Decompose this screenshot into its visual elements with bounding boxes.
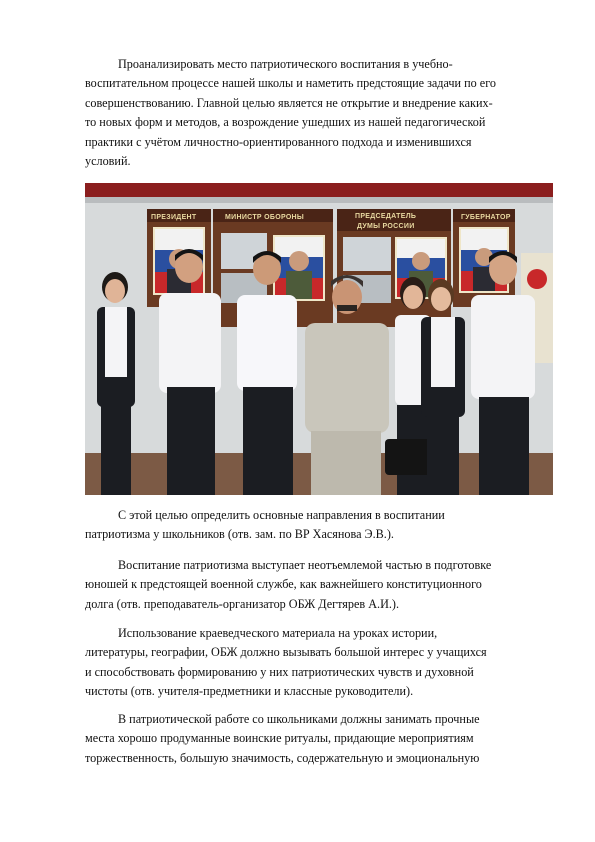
text-line: совершенствованию. Главной целью является не открытие и внедрение каких- [85, 95, 493, 110]
board-label-duma: ДУМЫ РОССИИ [357, 223, 415, 230]
text-line: чистоты (отв. учителя-предметники и классные руководители). [85, 684, 414, 699]
paragraph-directions [85, 506, 555, 545]
text-line: патриотизма у школьников (отв. зам. по ВР Хасянова Э.В.). [85, 527, 394, 542]
text-line: С этой целью определить основные направления в воспитании [118, 508, 445, 522]
board-label-governor: ГУБЕРНАТОР [461, 214, 511, 221]
photo-ceiling-band [85, 183, 553, 197]
board-label-chairman: ПРЕДСЕДАТЕЛЬ [355, 213, 417, 220]
text-line: воспитательном процессе нашей школы и наметить предстоящие задачи по его [85, 76, 496, 91]
paragraph-analysis [85, 55, 555, 171]
text-line: и способствовать формированию у них патриотических чувств и духовной [85, 664, 474, 679]
text-line: Воспитание патриотизма выступает неотъемлемой частью в подготовке [118, 558, 492, 572]
text-line: юношей к предстоящей военной службе, как важнейшего конституционного [85, 577, 482, 592]
text-line: торжественность, большую значимость, содержательную и эмоциональную [85, 750, 480, 765]
text-line: Использование краеведческого материала на уроках истории, [118, 626, 438, 640]
group-photo [85, 183, 553, 495]
board-label-president: ПРЕЗИДЕНТ [151, 214, 197, 221]
text-line: то новых форм и методов, а возрождение ушедших из нашей педагогической [85, 115, 486, 130]
text-line: места хорошо продуманные воинские ритуалы, придающие мероприятиям [85, 731, 474, 746]
text-line: Проанализировать место патриотического воспитания в учебно- [118, 57, 453, 71]
text-line: долга (отв. преподаватель-организатор ОБЖ Дегтярев А.И.). [85, 596, 400, 611]
text-line: В патриотической работе со школьниками должны занимать прочные [118, 712, 480, 726]
paragraph-local-history [85, 624, 555, 702]
board-label-minister: МИНИСТР ОБОРОНЫ [225, 214, 305, 221]
paragraph-military-service [85, 556, 555, 614]
text-line: практики с учётом личностно-ориентированного подхода и изменившихся [85, 134, 472, 149]
text-line: литературы, географии, ОБЖ должно вызывать большой интерес у учащихся [85, 645, 487, 660]
paragraph-rituals [85, 710, 555, 768]
text-line: условий. [85, 154, 131, 169]
